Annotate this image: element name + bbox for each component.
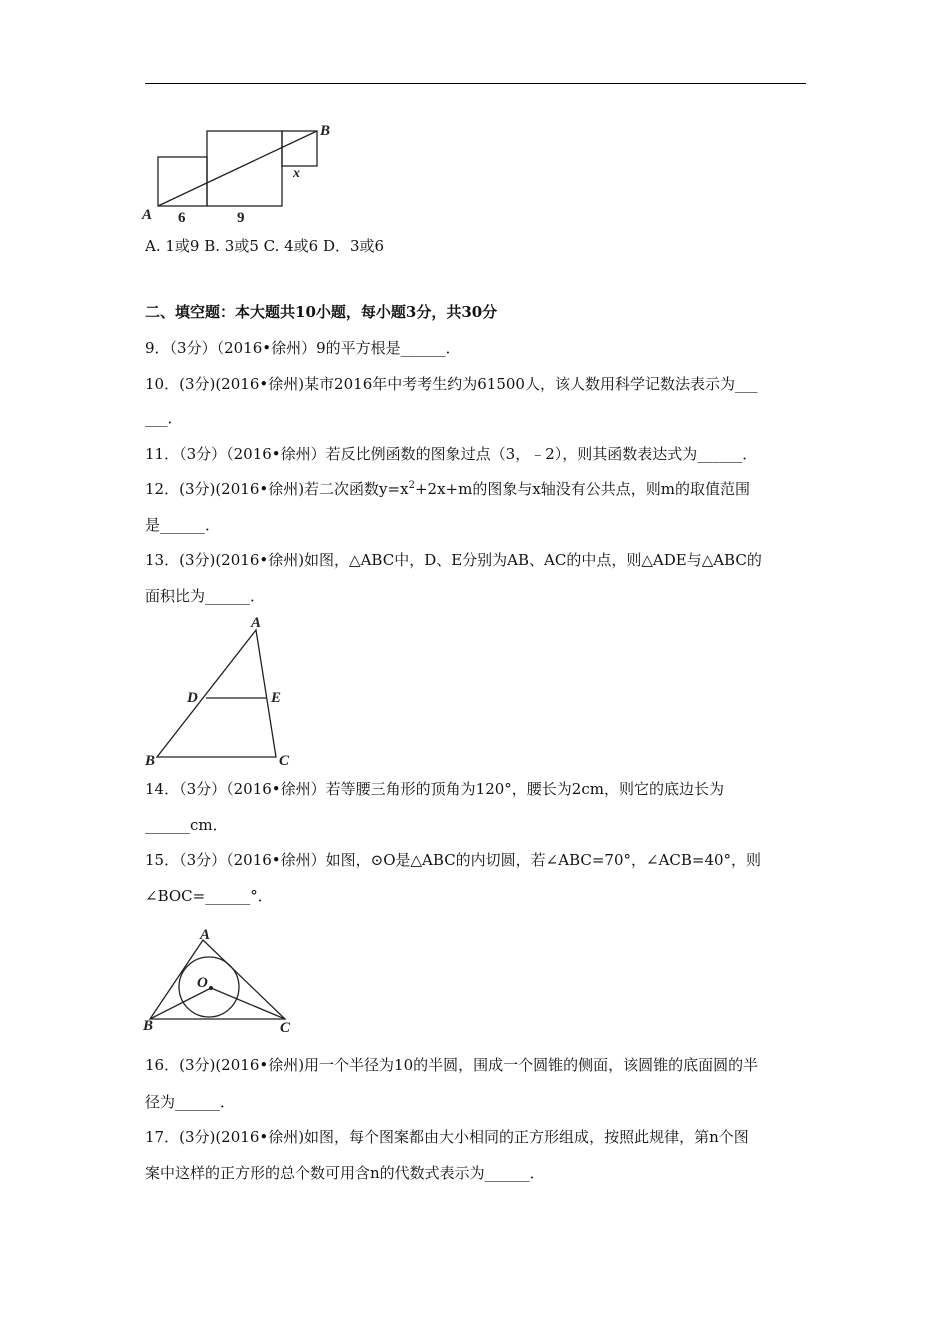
- question-13-line-2: 面积比为______．: [145, 587, 266, 605]
- segment-bo: [150, 988, 211, 1019]
- label-c: C: [280, 1020, 291, 1034]
- question-15-line-2: ∠BOC=______°．: [145, 887, 273, 905]
- question-17-line-2: 案中这样的正方形的总个数可用含n的代数式表示为______．: [145, 1164, 545, 1182]
- q13-triangle-figure: [140, 612, 300, 770]
- center-point-o: [209, 986, 213, 990]
- question-9: 9．（3分）（2016•徐州）9的平方根是______．: [145, 339, 461, 357]
- question-15-line-1: 15．（3分）（2016•徐州）如图，⊙O是△ABC的内切圆，若∠ABC=70°，∠ACB=40°，则: [145, 851, 762, 869]
- question-14-line-1: 14．（3分）（2016•徐州）若等腰三角形的顶角为120°，腰长为2cm，则它的底边长为: [145, 780, 724, 798]
- question-17-line-1: 17．(3分)(2016•徐州)如图，每个图案都由大小相同的正方形组成，按照此规律，第n个图: [145, 1128, 749, 1146]
- q12-text-b: +2x+m的图象与x轴没有公共点，则m的取值范围: [414, 480, 751, 498]
- question-12-line-2: 是______．: [145, 516, 221, 534]
- question-10-line-1: 10．(3分)(2016•徐州)某市2016年中考考生约为61500人，该人数用科学记数法表示为___: [145, 375, 758, 393]
- q15-incircle-figure: [140, 926, 300, 1034]
- q8-options: A. 1或9 B. 3或5 C. 4或6 D．3或6: [145, 237, 385, 255]
- label-e: E: [271, 690, 282, 706]
- section-title: 二、填空题：本大题共10小题，每小题3分，共30分: [145, 303, 498, 321]
- label-d: D: [187, 690, 198, 706]
- triangle-abc: [157, 630, 276, 757]
- label-c: C: [279, 753, 290, 769]
- label-x: x: [293, 166, 300, 181]
- q8-squares-figure: [140, 118, 340, 228]
- question-11: 11．（3分）（2016•徐州）若反比例函数的图象过点（3，﹣2），则其函数表达式为______．: [145, 445, 758, 463]
- label-b: B: [320, 123, 331, 139]
- square-x: [282, 131, 317, 166]
- q12-exponent: 2: [408, 480, 415, 491]
- square-9: [207, 131, 282, 206]
- q12-text-a: 12．(3分)(2016•徐州)若二次函数y=x: [145, 480, 409, 498]
- incircle: [179, 957, 239, 1017]
- label-a: A: [200, 927, 211, 943]
- square-6: [158, 157, 207, 206]
- header-rule: [145, 83, 806, 84]
- question-13-line-1: 13．(3分)(2016•徐州)如图，△ABC中，D、E分别为AB、AC的中点，则△ADE与△ABC的: [145, 551, 762, 569]
- label-b: B: [145, 753, 156, 769]
- question-16-line-2: 径为______．: [145, 1093, 236, 1111]
- label-b: B: [143, 1018, 154, 1034]
- question-14-line-2: ______cm．: [145, 816, 228, 834]
- label-a: A: [251, 615, 262, 631]
- label-a: A: [142, 207, 153, 223]
- label-o: O: [197, 975, 208, 991]
- question-10-line-2: ___．: [145, 409, 183, 427]
- question-12-line-1: [145, 479, 750, 499]
- label-six: 6: [178, 210, 186, 226]
- triangle-abc: [150, 940, 285, 1019]
- label-nine: 9: [237, 210, 245, 226]
- question-16-line-1: 16．(3分)(2016•徐州)用一个半径为10的半圆，围成一个圆锥的侧面，该圆锥的底面圆的半: [145, 1056, 759, 1074]
